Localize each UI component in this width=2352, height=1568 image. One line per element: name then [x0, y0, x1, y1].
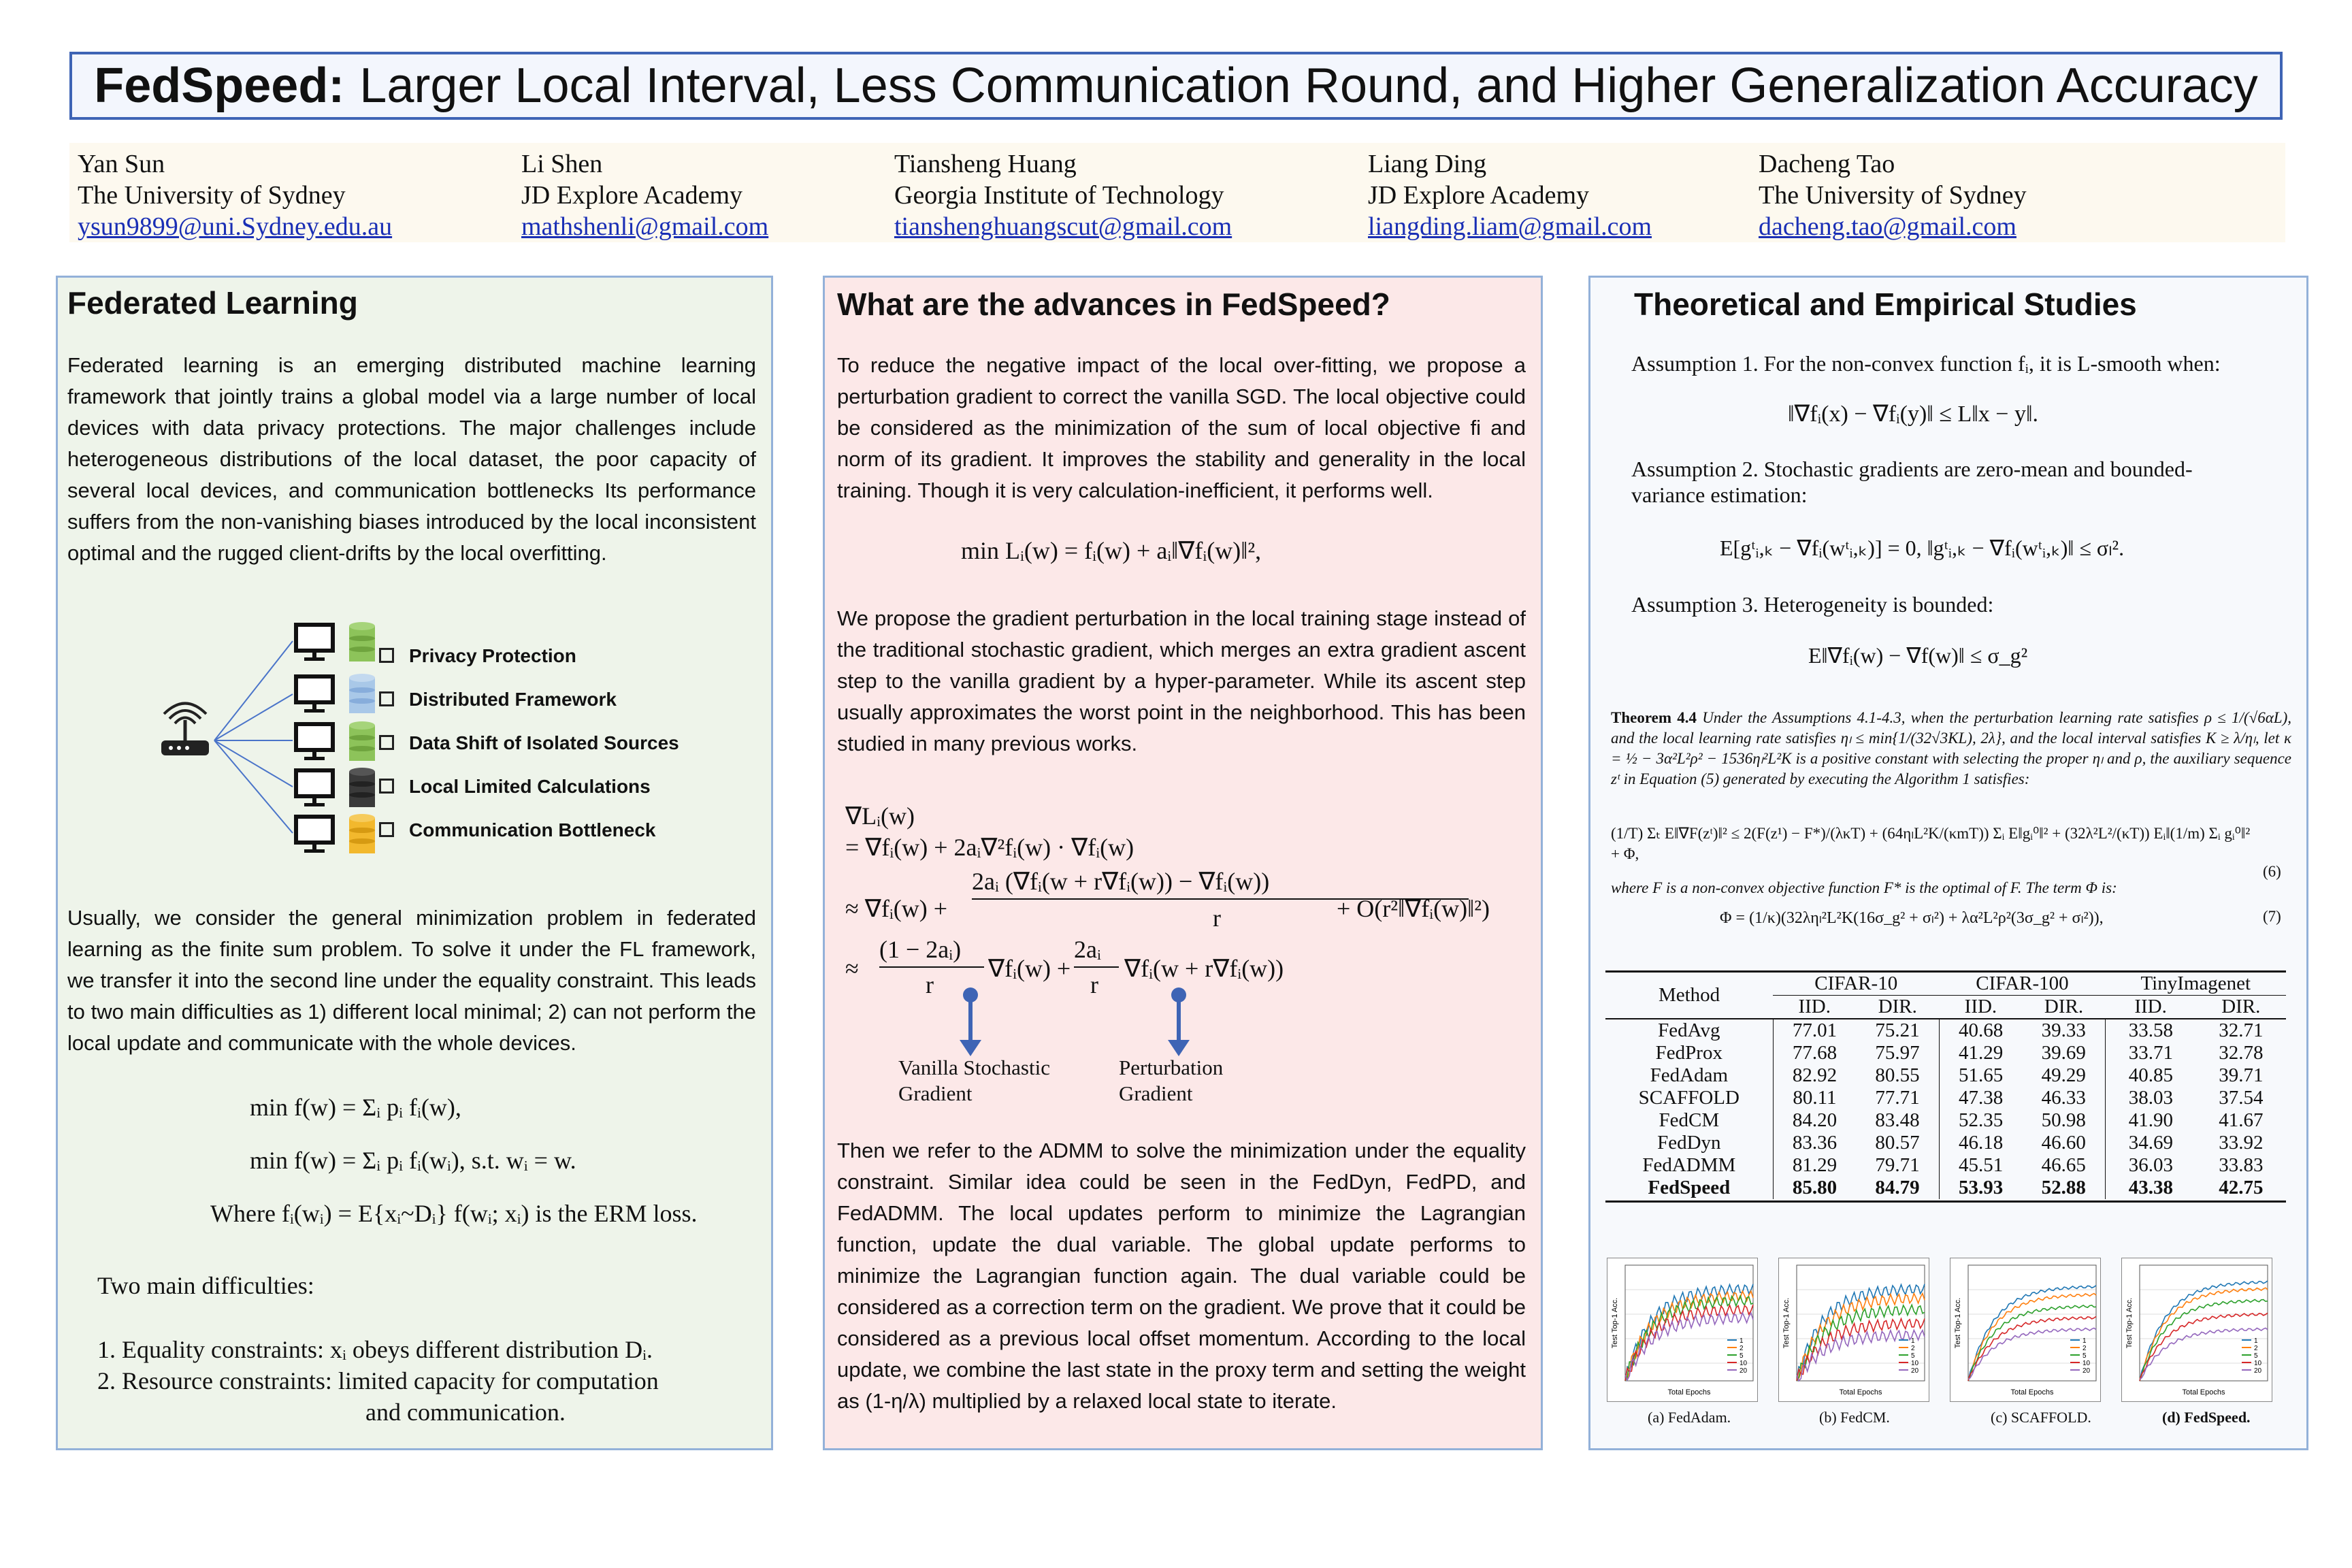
challenge-label: Distributed Framework: [409, 689, 617, 710]
table-cell-method: FedProx: [1605, 1042, 1773, 1064]
author-email-link[interactable]: dacheng.tao@gmail.com: [1759, 212, 2016, 241]
table-header-dataset: TinyImagenet: [2106, 973, 2286, 996]
label-line: Gradient: [898, 1081, 973, 1105]
table-cell-value: 40.85: [2128, 1064, 2173, 1086]
table-cell-value: 34.69: [2128, 1132, 2173, 1154]
plot-canvas: [1779, 1258, 1929, 1401]
table-cell-method: FedCM: [1605, 1109, 1773, 1132]
table-cell-value: 32.78: [2219, 1042, 2264, 1064]
table-cell-method: SCAFFOLD: [1605, 1087, 1773, 1109]
author-email-link[interactable]: liangding.liam@gmail.com: [1368, 212, 1652, 241]
plot-caption: (a) FedAdam.: [1648, 1409, 1731, 1426]
equation-fl-constrained: min f(w) = Σᵢ pᵢ fᵢ(wᵢ), s.t. wᵢ = w.: [250, 1147, 576, 1174]
panel-advances: [823, 276, 1543, 1450]
derivation-line-2: = ∇fᵢ(w) + 2aᵢ∇²fᵢ(w) · ∇fᵢ(w): [845, 834, 1134, 861]
plot-caption: (b) FedCM.: [1819, 1409, 1890, 1426]
y-axis-label: Test Top-1 Acc.: [1782, 1297, 1791, 1349]
table-cell-value: 39.33: [2022, 1019, 2105, 1042]
table-cell-value: 84.79: [1856, 1177, 1939, 1199]
table-cell-value: 41.67: [2219, 1109, 2264, 1131]
derivation-line-4-numerator-2: 2aᵢ: [1074, 936, 1101, 963]
table-cell-value: 39.71: [2219, 1064, 2264, 1086]
legend-label: 1: [2254, 1337, 2258, 1345]
table-cell-value: 32.71: [2219, 1019, 2264, 1041]
table-cell-value: 50.98: [2022, 1109, 2105, 1132]
legend-label: 5: [1911, 1352, 1915, 1360]
assumption-3-equation: E‖∇fᵢ(w) − ∇f(w)‖ ≤ σ_g²: [1808, 643, 2028, 668]
table-subheader: IID.: [1798, 996, 1831, 1017]
table-cell-value: 80.55: [1856, 1064, 1939, 1087]
legend-label: 2: [2082, 1345, 2087, 1352]
difficulty-2-continued: and communication.: [365, 1399, 566, 1426]
advances-paragraph-3: Then we refer to the ADMM to solve the minimization under the equality constraint. Similar idea could be seen in the FedDyn, FedPD, and FedADMM. The local updates perform to minimize the Lagrangian function, update the dual variable. The global update performs to minimize the Lagrangian function again. The dual variable could be considered as a correction term on the gradient. We prove that it could be considered as a previous local offset momentum. According to the local update, we combine the last state in the proxy term and setting the weight as (1-η/λ) multiplied by a relaxed local state to iterate.: [837, 1139, 1526, 1413]
challenge-item: [379, 645, 576, 667]
assumption-3: Assumption 3. Heterogeneity is bounded:: [1631, 592, 1994, 617]
theorem-where: where F is a non-convex objective function F* is the optimal of F. The term Φ is:: [1611, 879, 2117, 896]
table-cell-value: 33.92: [2219, 1132, 2264, 1154]
table-cell-value: 80.57: [1856, 1132, 1939, 1154]
training-curve-plot: [1950, 1258, 2101, 1402]
legend-label: 20: [1740, 1367, 1748, 1375]
table-cell-value: 43.38: [2128, 1177, 2173, 1198]
table-cell-value: 75.21: [1856, 1019, 1939, 1042]
legend-label: 5: [2082, 1352, 2087, 1360]
author-email-link[interactable]: mathshenli@gmail.com: [521, 212, 769, 241]
author-3: [894, 148, 1232, 242]
table-cell-value: 79.71: [1856, 1154, 1939, 1177]
y-axis-label: Test Top-1 Acc.: [1954, 1297, 1962, 1349]
table-cell-value: 75.97: [1856, 1042, 1939, 1064]
difficulty-2: 2. Resource constraints: limited capacity for computation: [97, 1367, 659, 1394]
monitor-icons: [296, 625, 333, 853]
series-line: [2140, 1328, 2268, 1379]
plot-caption: (c) SCAFFOLD.: [1991, 1409, 2091, 1426]
legend-label: 1: [1740, 1337, 1744, 1345]
derivation-line-4-lhs: ≈: [845, 955, 859, 982]
derivation-line-4-end: ∇fᵢ(w + r∇fᵢ(w)): [1124, 955, 1284, 982]
table-cell-value: 77.01: [1792, 1019, 1838, 1041]
table-cell-value: 82.92: [1792, 1064, 1838, 1086]
table-cell-value: 77.71: [1856, 1087, 1939, 1109]
author-email-link[interactable]: tianshenghuangscut@gmail.com: [894, 212, 1232, 241]
legend-label: 2: [1740, 1345, 1744, 1352]
authors-bar: [69, 143, 2285, 242]
challenge-item: [379, 819, 655, 841]
checkbox-icon: [379, 648, 394, 663]
author-name: Yan Sun: [78, 150, 165, 178]
table-cell-value: 85.80: [1792, 1177, 1838, 1198]
checkbox-icon: [379, 822, 394, 837]
table-cell-value: 51.65: [1959, 1064, 2004, 1086]
legend-label: 2: [1911, 1345, 1915, 1352]
series-line: [1797, 1319, 1925, 1381]
author-affil: JD Explore Academy: [1368, 181, 1590, 210]
derivation-line-3-remainder: + O(r²‖∇fᵢ(w)‖²): [1337, 895, 1490, 922]
fl-network-diagram: [99, 604, 385, 877]
difficulties-title: Two main difficulties:: [97, 1272, 314, 1299]
table-row: [1605, 1042, 2286, 1064]
author-affil: Georgia Institute of Technology: [894, 181, 1224, 210]
training-curve-plot: [1778, 1258, 1929, 1402]
poster-title: [69, 52, 2283, 120]
equation-number: (6): [2263, 863, 2281, 880]
x-axis-label: Total Epochs: [2182, 1388, 2225, 1396]
y-axis-label: Test Top-1 Acc.: [2125, 1297, 2134, 1349]
table-cell-value: 52.35: [1959, 1109, 2004, 1131]
difficulty-1: 1. Equality constraints: xᵢ obeys different distribution Dᵢ.: [97, 1336, 653, 1363]
table-cell-value: 83.48: [1856, 1109, 1939, 1132]
table-cell-value: 46.65: [2022, 1154, 2105, 1177]
table-cell-value: 40.68: [1959, 1019, 2004, 1041]
table-cell-method: FedADMM: [1605, 1154, 1773, 1177]
arrow-down-icon: [960, 987, 981, 1056]
derivation-line-4-denominator-1: r: [926, 971, 934, 998]
legend-label: 10: [2254, 1360, 2262, 1367]
checkbox-icon: [379, 735, 394, 750]
y-axis-label: Test Top-1 Acc.: [1611, 1297, 1619, 1349]
series-line: [1625, 1284, 1753, 1381]
plot-canvas: [2122, 1258, 2272, 1401]
assumption-2-equation: E[gᵗᵢ,ₖ − ∇fᵢ(wᵗᵢ,ₖ)] = 0, ‖gᵗᵢ,ₖ − ∇fᵢ(wᵗᵢ,ₖ)‖ ≤ σₗ².: [1720, 536, 2125, 560]
panel-federated-learning: [56, 276, 773, 1450]
label-vanilla-gradient: [898, 1055, 1050, 1107]
title-bold: FedSpeed:: [94, 59, 345, 113]
table-row: [1605, 1132, 2286, 1154]
table-cell-value: 47.38: [1959, 1087, 2004, 1109]
table-header-dataset: CIFAR-100: [1939, 973, 2105, 996]
author-affil: The University of Sydney: [78, 181, 346, 210]
table-cell-value: 81.29: [1792, 1154, 1838, 1176]
derivation-line-4-middle: ∇fᵢ(w) +: [988, 955, 1071, 982]
legend-label: 5: [1740, 1352, 1744, 1360]
author-name: Liang Ding: [1368, 150, 1487, 178]
table-cell-value: 46.60: [2022, 1132, 2105, 1154]
table-row: [1605, 1109, 2286, 1132]
training-curve-plot: [2121, 1258, 2272, 1402]
derivation-line-4-numerator-1: (1 − 2aᵢ): [879, 936, 962, 963]
label-line: Perturbation: [1119, 1056, 1224, 1079]
table-cell-value: 37.54: [2219, 1087, 2264, 1109]
author-email-link[interactable]: ysun9899@uni.Sydney.edu.au: [78, 212, 393, 241]
challenge-label: Communication Bottleneck: [409, 819, 656, 840]
table-cell-value: 52.88: [2022, 1177, 2105, 1199]
table-row: [1605, 1064, 2286, 1087]
author-1: [78, 148, 392, 242]
x-axis-label: Total Epochs: [1839, 1388, 1882, 1396]
table-cell-value: 41.29: [1959, 1042, 2004, 1064]
author-5: [1759, 148, 2027, 242]
table-header-method: Method: [1605, 973, 1773, 1019]
table-cell-value: 46.33: [2022, 1087, 2105, 1109]
author-affil: JD Explore Academy: [521, 181, 743, 210]
series-line: [1968, 1316, 2096, 1381]
table-header-dataset: CIFAR-10: [1773, 973, 1939, 996]
table-subheader: IID.: [1964, 996, 1997, 1017]
author-2: [521, 148, 768, 242]
table-cell-method: FedAvg: [1605, 1019, 1773, 1042]
table-row: [1605, 1019, 2286, 1042]
author-affil: The University of Sydney: [1759, 181, 2027, 210]
advances-paragraph-2: We propose the gradient perturbation in the local training stage instead of the traditional stochastic gradient, which merges an extra gradient ascent step to the vanilla gradient by a hyper-parameter. While its ascent step usually approximates the worst point in the neighborhood. This has been studied in many previous works.: [837, 606, 1526, 755]
fl-intro: Federated learning is an emerging distributed machine learning framework that jointly trains a global model via a large number of local devices with data privacy protections. The major challenges include heterogeneous distributions of the local dataset, the poor capacity of several local devices, and communication bottlenecks Its performance suffers from the non-vanishing biases introduced by the local inconsistent optimal and the rugged client-drifts by the local overfitting.: [67, 353, 756, 565]
legend-label: 10: [1911, 1360, 1919, 1367]
table-cell-value: 83.36: [1792, 1132, 1838, 1154]
fraction-bar: [879, 966, 984, 968]
label-perturbation-gradient: [1119, 1055, 1223, 1107]
legend-label: 10: [1740, 1360, 1748, 1367]
derivation-line-3-lhs: ≈ ∇fᵢ(w) +: [845, 895, 947, 922]
equation-local-objective: min Lᵢ(w) = fᵢ(w) + aᵢ‖∇fᵢ(w)‖²,: [961, 537, 1262, 564]
table-cell-value: 84.20: [1792, 1109, 1838, 1131]
legend-label: 20: [2254, 1367, 2262, 1375]
table-row: [1605, 1154, 2286, 1177]
plot-canvas: [1607, 1258, 1757, 1401]
table-cell-value: 33.71: [2128, 1042, 2173, 1064]
table-cell-method: FedDyn: [1605, 1132, 1773, 1154]
table-body: [1605, 1019, 2286, 1199]
fl-usually-text: Usually, we consider the general minimization problem in federated learning as the finite sum problem. To solve it under the FL framework, we transfer it into the second line under the equality constraint. This leads to two main difficulties as 1) different local minimal; 2) can not perform the local update and communicate with the whole devices.: [67, 906, 756, 1055]
author-4: [1368, 148, 1652, 242]
table-cell-value: 49.29: [2022, 1064, 2105, 1087]
arrow-down-icon: [1168, 987, 1190, 1056]
table-cell-method: FedSpeed: [1605, 1177, 1773, 1199]
equation-number: (7): [2263, 908, 2281, 925]
author-name: Li Shen: [521, 150, 603, 178]
table-cell-method: FedAdam: [1605, 1064, 1773, 1087]
checkbox-icon: [379, 691, 394, 706]
legend-label: 20: [2082, 1367, 2091, 1375]
table-subheader: DIR.: [2221, 996, 2261, 1017]
table-cell-value: 41.90: [2128, 1109, 2173, 1131]
table-cell-value: 53.93: [1959, 1177, 2004, 1198]
table-row: [1605, 1177, 2286, 1199]
derivation-line-3-numerator: 2aᵢ (∇fᵢ(w + r∇fᵢ(w)) − ∇fᵢ(w)): [972, 868, 1270, 895]
table-cell-value: 45.51: [1959, 1154, 2004, 1176]
legend-label: 10: [2082, 1360, 2091, 1367]
assumption-2: Assumption 2. Stochastic gradients are zero-mean and bounded-variance estimation:: [1631, 457, 2193, 507]
author-name: Tiansheng Huang: [894, 150, 1077, 178]
title-rest: Larger Local Interval, Less Communication Round, and Higher Generalization Accuracy: [359, 59, 2258, 113]
series-line: [2140, 1288, 2268, 1379]
theorem-text: Under the Assumptions 4.1-4.3, when the perturbation learning rate satisfies ρ ≤ 1/(√6αL), and the local learning rate satisfies ηₗ ≤ min{1/(32√3KL), 2λ}, and the local interval satisfies K ≥ λ/ηₗ, let κ = ½ − 3α²L²ρ² − 1536ηₗ²L²K is a positive constant with selecting the proper ηₗ and ρ, the auxiliary sequence zᵗ in Equation (5) generated by executing the Algorithm 1 satisfies:: [1611, 709, 2291, 787]
assumption-1-equation: ‖∇fᵢ(x) − ∇fᵢ(y)‖ ≤ L‖x − y‖.: [1788, 402, 2039, 427]
legend-label: 20: [1911, 1367, 1919, 1375]
panel-title: Theoretical and Empirical Studies: [1634, 287, 2137, 322]
results-table-wrapper: [1605, 970, 2286, 1203]
equation-erm-loss: Where fᵢ(wᵢ) = E{xᵢ~Dᵢ} f(wᵢ; xᵢ) is the ERM loss.: [210, 1200, 698, 1227]
challenge-item: [379, 732, 679, 754]
plot-caption: (d) FedSpeed.: [2162, 1409, 2251, 1426]
table-cell-value: 46.18: [1959, 1132, 2004, 1154]
training-curve-plot: [1607, 1258, 1758, 1402]
derivation-line-3-denominator: r: [1213, 904, 1221, 932]
challenge-item: [379, 689, 617, 710]
legend-label: 5: [2254, 1352, 2258, 1360]
results-table: [1605, 973, 2286, 1199]
checkbox-icon: [379, 779, 394, 794]
equation-fl-objective: min f(w) = Σᵢ pᵢ fᵢ(w),: [250, 1094, 461, 1121]
author-name: Dacheng Tao: [1759, 150, 1895, 178]
table-cell-value: 33.58: [2128, 1019, 2173, 1041]
challenge-label: Local Limited Calculations: [409, 776, 651, 797]
theorem-equation: (1/T) Σₜ E‖∇F(zᵗ)‖² ≤ 2(F(z¹) − F*)/(λκT) + (64ηₗL²K/(κmT)) Σᵢ E‖gᵢ⁰‖² + (32λ²L²/(κT)) Eᵢ‖(1/m) Σᵢ gᵢ⁰‖² + Φ,: [1611, 825, 2251, 862]
theorem-4-4: [1611, 708, 2291, 789]
legend-label: 2: [2254, 1345, 2258, 1352]
derivation-line-1: ∇Lᵢ(w): [845, 802, 915, 830]
theorem-head: Theorem 4.4: [1611, 709, 1697, 726]
advances-paragraph-1: To reduce the negative impact of the local over-fitting, we propose a perturbation gradient to correct the vanilla SGD. The local objective could be considered as the minimization of the sum of local objective fi and norm of its gradient. It improves the stability and generality in the local training. Though it is very calculation-inefficient, it performs well.: [837, 353, 1526, 502]
assumption-1: Assumption 1. For the non-convex function fᵢ, it is L-smooth when:: [1631, 351, 2221, 376]
table-cell-value: 39.69: [2022, 1042, 2105, 1064]
table-cell-value: 33.83: [2219, 1154, 2264, 1176]
table-cell-value: 77.68: [1792, 1042, 1838, 1064]
table-subheader: DIR.: [2044, 996, 2084, 1017]
panel-title: What are the advances in FedSpeed?: [837, 287, 1390, 322]
label-line: Gradient: [1119, 1081, 1193, 1105]
x-axis-label: Total Epochs: [1667, 1388, 1711, 1396]
plot-canvas: [1950, 1258, 2100, 1401]
legend-label: 1: [2082, 1337, 2087, 1345]
fraction-bar: [1074, 966, 1119, 968]
challenge-item: [379, 776, 651, 798]
table-subheader: DIR.: [1878, 996, 1917, 1017]
panel-title: Federated Learning: [67, 285, 358, 321]
table-cell-value: 36.03: [2128, 1154, 2173, 1176]
connection-lines: [214, 641, 293, 833]
challenge-label: Privacy Protection: [409, 645, 576, 666]
table-row: [1605, 1087, 2286, 1109]
table-subheader: IID.: [2134, 996, 2167, 1017]
table-cell-value: 38.03: [2128, 1087, 2173, 1109]
table-cell-value: 42.75: [2219, 1177, 2264, 1198]
phi-equation: Φ = (1/κ)(32ληₗ²L²K(16σ_g² + σₗ²) + λα²L²ρ²(3σ_g² + σₗ²)),: [1720, 909, 2104, 927]
table-cell-value: 80.11: [1793, 1087, 1837, 1109]
database-icons: [349, 622, 375, 853]
derivation-line-4-denominator-2: r: [1090, 971, 1098, 998]
panel-theory: [1588, 276, 2308, 1450]
legend-label: 1: [1911, 1337, 1915, 1345]
router-icon: [161, 704, 209, 756]
label-line: Vanilla Stochastic: [898, 1056, 1050, 1079]
x-axis-label: Total Epochs: [2010, 1388, 2054, 1396]
challenge-label: Data Shift of Isolated Sources: [409, 732, 679, 753]
